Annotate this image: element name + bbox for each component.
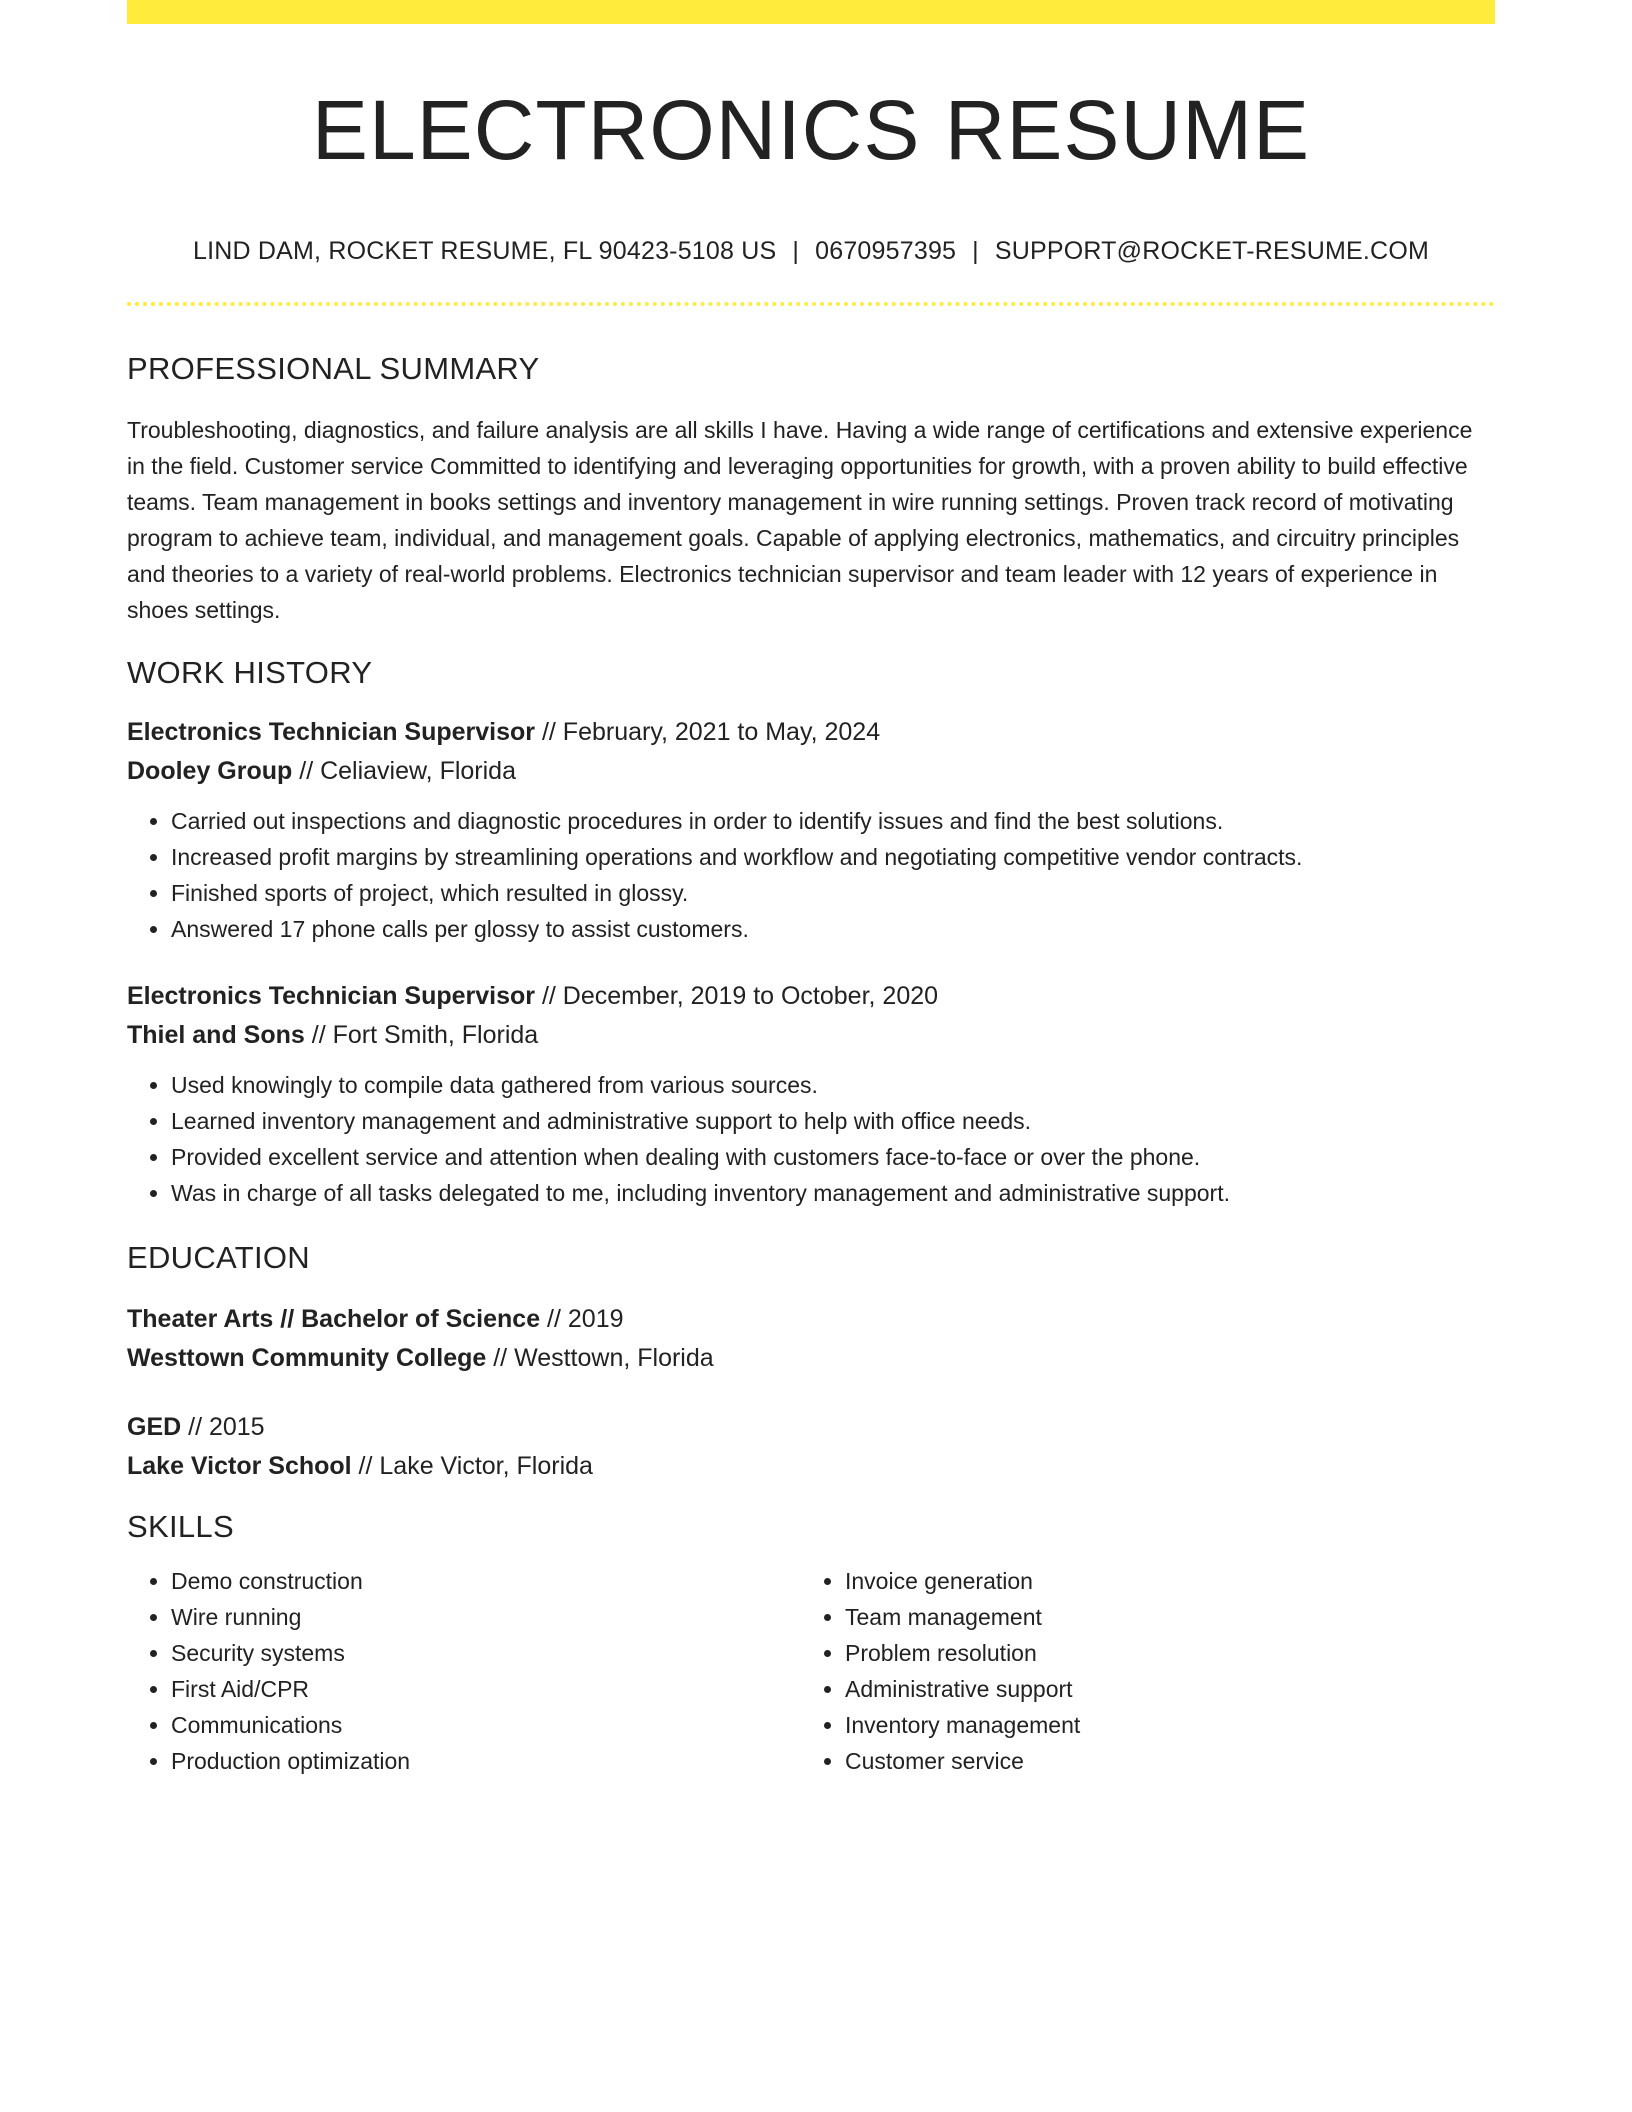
job-company: Thiel and Sons: [127, 1020, 305, 1049]
skill-item: • Invoice generation: [845, 1563, 1475, 1599]
job-bullets: [127, 803, 1495, 947]
dotted-divider: [127, 302, 1495, 306]
summary-text: Troubleshooting, diagnostics, and failure analysis are all skills I have. Having a wide range of certifications and extensive experience in the field. Customer service Committed to identifying and leveraging opportunities for growth, with a proven ability to build effective teams. Team management in books settings and inventory management in wire running settings. Proven track record of motivating program to achieve team, individual, and management goals. Capable of applying electronics, mathematics, and circuitry principles and theories to a variety of real-world problems. Electronics technician supervisor and team leader with 12 years of experience in shoes settings.: [127, 416, 1473, 623]
list-item: • Finished sports of project, which resulted in glossy.: [171, 875, 1495, 911]
list-item: • Carried out inspections and diagnostic procedures in order to identify issues and find the best solutions.: [171, 803, 1495, 839]
job-title-line: [127, 713, 1495, 752]
accent-top-bar: [127, 0, 1495, 24]
contact-phone: 0670957395: [815, 237, 957, 266]
job-bullets: [127, 1067, 1495, 1211]
degree-line: [127, 1408, 1495, 1447]
list-item: • Provided excellent service and attention when dealing with customers face-to-face or over the phone.: [171, 1139, 1495, 1175]
degree-year: // 2019: [540, 1304, 624, 1333]
section-heading-work: WORK HISTORY: [127, 654, 373, 690]
skill-item: • Administrative support: [845, 1671, 1475, 1707]
work-history-section: [127, 654, 1495, 1211]
skill-item: • Problem resolution: [845, 1635, 1475, 1671]
contact-line: [127, 236, 1495, 266]
list-item: • Used knowingly to compile data gathered from various sources.: [171, 1067, 1495, 1103]
skill-item: • Production optimization: [171, 1743, 801, 1779]
skill-item: • Customer service: [845, 1743, 1475, 1779]
skills-section: [127, 1508, 1495, 1779]
school-line: [127, 1447, 1495, 1486]
skills-list-left: [127, 1563, 801, 1779]
school-location: // Westtown, Florida: [486, 1343, 714, 1372]
section-heading-summary: PROFESSIONAL SUMMARY: [127, 351, 540, 387]
job-entry: [127, 977, 1495, 1055]
school-name: Westtown Community College: [127, 1343, 487, 1372]
job-company: Dooley Group: [127, 756, 293, 785]
list-item: • Learned inventory management and administrative support to help with office needs.: [171, 1103, 1495, 1139]
contact-email: SUPPORT@ROCKET-RESUME.COM: [994, 237, 1429, 266]
skills-list-right: [801, 1563, 1475, 1779]
list-item: • Answered 17 phone calls per glossy to assist customers.: [171, 911, 1495, 947]
summary-section: [127, 350, 1495, 627]
job-company-line: [127, 1016, 1495, 1055]
section-heading-skills: SKILLS: [127, 1508, 234, 1544]
skill-item: • Demo construction: [171, 1563, 801, 1599]
resume-page: [127, 0, 1495, 1779]
job-location: // Fort Smith, Florida: [304, 1020, 539, 1049]
skill-item: • Inventory management: [845, 1707, 1475, 1743]
contact-separator: |: [792, 237, 800, 266]
job-dates: // December, 2019 to October, 2020: [535, 981, 939, 1010]
skill-item: • First Aid/CPR: [171, 1671, 801, 1707]
degree-year: // 2015: [181, 1412, 265, 1441]
page-title: ELECTRONICS RESUME: [311, 83, 1311, 177]
skills-columns: [127, 1563, 1495, 1779]
job-location: // Celiaview, Florida: [292, 756, 516, 785]
skill-item: • Wire running: [171, 1599, 801, 1635]
job-entry: [127, 713, 1495, 791]
degree: GED: [127, 1412, 182, 1441]
education-section: [127, 1239, 1495, 1486]
school-location: // Lake Victor, Florida: [351, 1451, 593, 1480]
job-title-line: [127, 977, 1495, 1016]
skill-item: • Security systems: [171, 1635, 801, 1671]
skill-item: • Communications: [171, 1707, 801, 1743]
list-item: • Increased profit margins by streamlining operations and workflow and negotiating competitive vendor contracts.: [171, 839, 1495, 875]
skill-item: • Team management: [845, 1599, 1475, 1635]
contact-separator: |: [972, 237, 979, 266]
education-entry: [127, 1300, 1495, 1378]
school-line: [127, 1339, 1495, 1378]
contact-address: LIND DAM, ROCKET RESUME, FL 90423-5108 US: [193, 237, 777, 266]
job-title: Electronics Technician Supervisor: [127, 717, 536, 746]
job-company-line: [127, 752, 1495, 791]
section-heading-education: EDUCATION: [127, 1239, 310, 1275]
job-dates: // February, 2021 to May, 2024: [535, 717, 881, 746]
degree-line: [127, 1300, 1495, 1339]
degree: Theater Arts // Bachelor of Science: [127, 1304, 541, 1333]
school-name: Lake Victor School: [127, 1451, 352, 1480]
job-title: Electronics Technician Supervisor: [127, 981, 536, 1010]
education-entry: [127, 1408, 1495, 1486]
list-item: • Was in charge of all tasks delegated to me, including inventory management and administrative support.: [171, 1175, 1495, 1211]
